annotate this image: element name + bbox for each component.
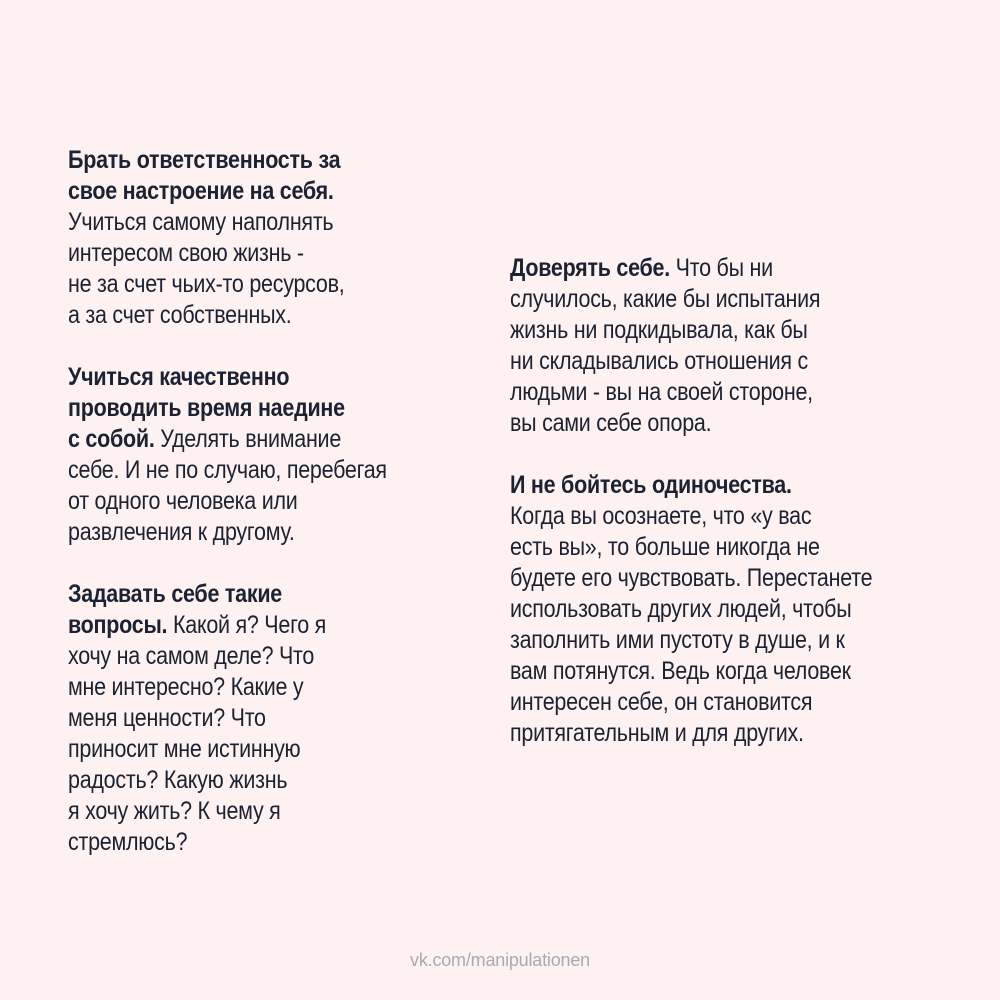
paragraph-loneliness (510, 470, 979, 749)
paragraph-heading-fragment: вопросы. (68, 611, 168, 639)
paragraph-text-line: интересен себе, он становится (510, 688, 813, 716)
paragraph-text-line: жизнь ни подкидывала, как бы (510, 316, 808, 344)
paragraph-text-line: будете его чувствовать. Перестанете (510, 564, 873, 592)
paragraph-text-line: радость? Какую жизнь (68, 766, 288, 794)
paragraph-time-alone (68, 362, 477, 548)
paragraph-text-line: есть вы», то больше никогда не (510, 533, 820, 561)
paragraph-text-line: приносит мне истинную (68, 735, 301, 763)
paragraph-text-fragment: Уделять внимание (154, 425, 342, 453)
paragraph-heading-line: Брать ответственность за (68, 146, 341, 174)
paragraph-text-line: не за счет чьих-то ресурсов, (68, 270, 345, 298)
paragraph-mixed-line (68, 424, 477, 455)
paragraph-heading-line: свое настроение на себя. (68, 177, 334, 205)
paragraph-text-line: людьми - вы на своей стороне, (510, 378, 813, 406)
paragraph-text-line: ни складывались отношения с (510, 347, 809, 375)
paragraph-text-line: хочу на самом деле? Что (68, 642, 315, 670)
paragraph-text-line: от одного человека или (68, 487, 298, 515)
paragraph-heading-fragment: с собой. (68, 425, 155, 453)
paragraph-text-line: притягательным и для других. (510, 719, 804, 747)
paragraph-text-line: а за счет собственных. (68, 301, 292, 329)
paragraph-text-line: заполнить ими пустоту в душе, и к (510, 626, 845, 654)
paragraph-text-line: развлечения к другому. (68, 518, 295, 546)
paragraph-text-line: себе. И не по случаю, перебегая (68, 456, 387, 484)
paragraph-heading-line: проводить время наедине (68, 394, 345, 422)
paragraph-text-line: использовать других людей, чтобы (510, 595, 852, 623)
paragraph-text-line: меня ценности? Что (68, 704, 266, 732)
paragraph-heading-line: И не бойтесь одиночества. (510, 471, 792, 499)
paragraph-trust-yourself (510, 253, 979, 439)
paragraph-text-line: мне интересно? Какие у (68, 673, 304, 701)
paragraph-mixed-line (68, 610, 477, 641)
paragraph-text-fragment: Что бы ни (669, 254, 773, 282)
paragraph-mixed-line (510, 253, 979, 284)
paragraph-text-line: Учиться самому наполнять (68, 208, 334, 236)
source-watermark: vk.com/manipulationen (410, 950, 590, 970)
paragraph-text-line: вы сами себе опора. (510, 409, 712, 437)
paragraph-text-line: стремлюсь? (68, 828, 188, 856)
paragraph-heading-line: Учиться качественно (68, 363, 290, 391)
paragraph-text-line: я хочу жить? К чему я (68, 797, 281, 825)
paragraph-heading-line: Задавать себе такие (68, 580, 283, 608)
paragraph-text-line: интересом свою жизнь - (68, 239, 304, 267)
paragraph-text-line: случилось, какие бы испытания (510, 285, 821, 313)
left-column (68, 145, 478, 889)
paragraph-questions (68, 579, 477, 858)
paragraph-heading-fragment: Доверять себе. (510, 254, 670, 282)
paragraph-text-fragment: Какой я? Чего я (167, 611, 326, 639)
right-column (510, 253, 980, 780)
paragraph-text-line: Когда вы осознаете, что «у вас (510, 502, 812, 530)
paragraph-responsibility (68, 145, 477, 331)
paragraph-text-line: вам потянутся. Ведь когда человек (510, 657, 851, 685)
